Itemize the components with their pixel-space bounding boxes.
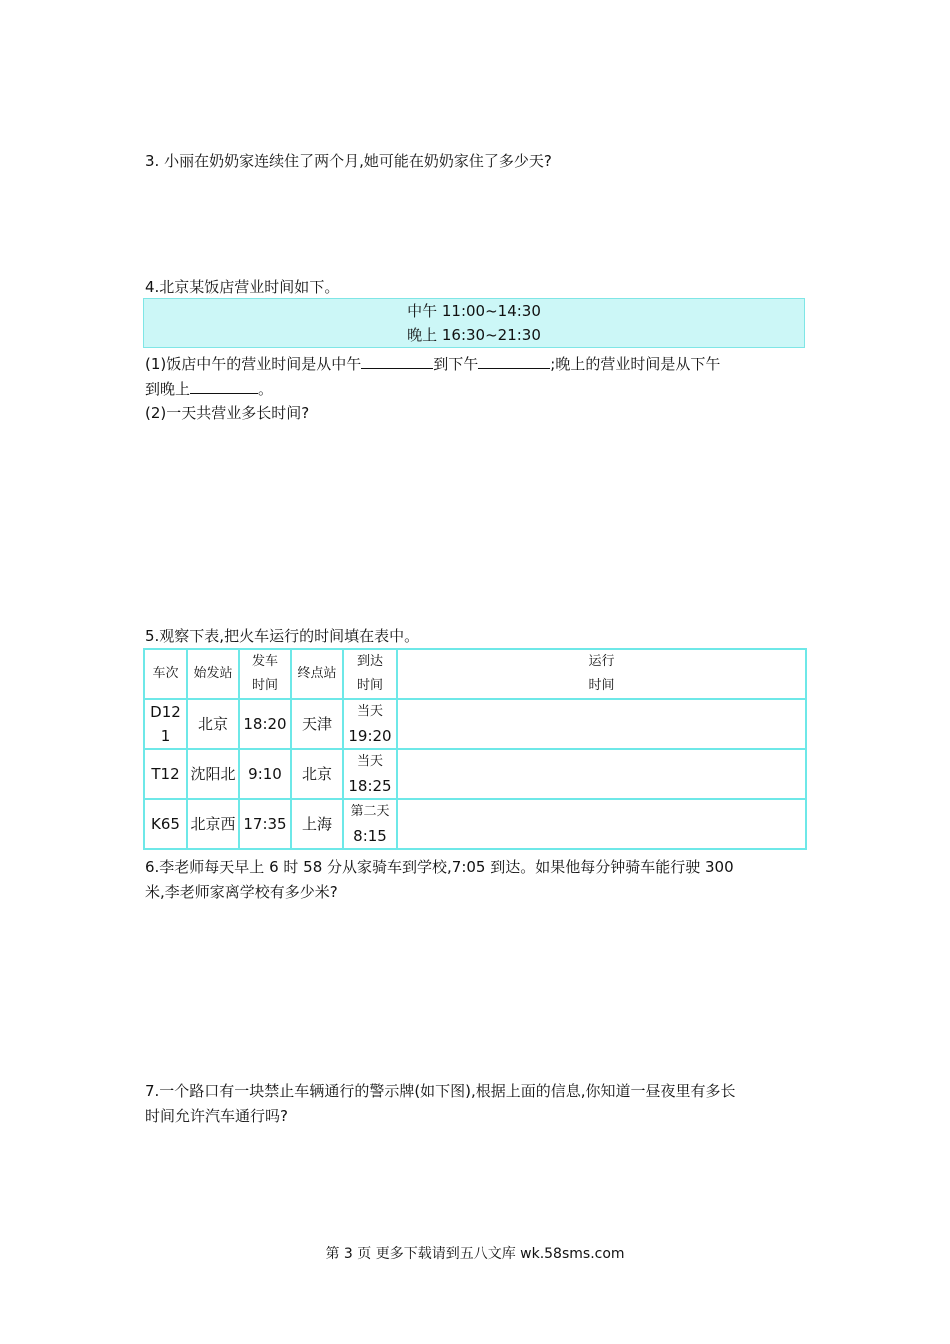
question-4-part2: (2)一天共营业多长时间? xyxy=(145,404,310,422)
run-time-answer[interactable] xyxy=(397,799,806,849)
question-5-title: 5.观察下表,把火车运行的时间填在表中。 xyxy=(145,627,420,645)
destination: 北京 xyxy=(291,749,343,799)
question-4-part1-line1 xyxy=(145,353,720,374)
origin: 北京西 xyxy=(187,799,239,849)
table-row xyxy=(144,749,806,799)
arrive-time: 当天 18:25 xyxy=(343,749,397,799)
table-header-row xyxy=(144,649,806,699)
noon-hours: 中午 11:00~14:30 xyxy=(407,302,541,320)
header-depart-time: 发车 时间 xyxy=(239,649,291,699)
header-origin: 始发站 xyxy=(187,649,239,699)
origin: 沈阳北 xyxy=(187,749,239,799)
answer-blank-noon-end[interactable] xyxy=(478,354,550,369)
train-no: K65 xyxy=(144,799,187,849)
destination: 天津 xyxy=(291,699,343,749)
train-schedule-table xyxy=(143,648,807,850)
question-4-title: 4.北京某饭店营业时间如下。 xyxy=(145,278,340,296)
answer-blank-noon-start[interactable] xyxy=(361,354,433,369)
question-3: 3. 小丽在奶奶家连续住了两个月,她可能在奶奶家住了多少天? xyxy=(145,152,552,170)
question-6-line2: 米,李老师家离学校有多少米? xyxy=(145,883,338,901)
origin: 北京 xyxy=(187,699,239,749)
arrive-time: 第二天 8:15 xyxy=(343,799,397,849)
header-train-no: 车次 xyxy=(144,649,187,699)
destination: 上海 xyxy=(291,799,343,849)
depart-time: 18:20 xyxy=(239,699,291,749)
question-7-line1: 7.一个路口有一块禁止车辆通行的警示牌(如下图),根据上面的信息,你知道一昼夜里有多长 xyxy=(145,1082,736,1100)
part1-text-e: 。 xyxy=(258,380,274,398)
arrive-time: 当天 19:20 xyxy=(343,699,397,749)
run-time-answer[interactable] xyxy=(397,749,806,799)
train-no: T12 xyxy=(144,749,187,799)
header-arrive-time: 到达 时间 xyxy=(343,649,397,699)
header-run-time: 运行 时间 xyxy=(397,649,806,699)
table-row xyxy=(144,799,806,849)
run-time-answer[interactable] xyxy=(397,699,806,749)
header-destination: 终点站 xyxy=(291,649,343,699)
part1-text-c: ;晚上的营业时间是从下午 xyxy=(550,355,721,373)
question-6-line1: 6.李老师每天早上 6 时 58 分从家骑车到学校,7:05 到达。如果他每分钟骑车能行驶 300 xyxy=(145,858,734,876)
part1-text-d: 到晚上 xyxy=(145,380,191,398)
business-hours-box xyxy=(143,298,805,348)
part1-text-b: 到下午 xyxy=(433,355,479,373)
evening-hours: 晚上 16:30~21:30 xyxy=(407,326,541,344)
depart-time: 17:35 xyxy=(239,799,291,849)
page-footer: 第 3 页 更多下载请到五八文库 wk.58sms.com xyxy=(325,1246,625,1262)
train-no: D12 1 xyxy=(144,699,187,749)
part1-text-a: (1)饭店中午的营业时间是从中午 xyxy=(145,355,362,373)
depart-time: 9:10 xyxy=(239,749,291,799)
table-row xyxy=(144,699,806,749)
question-7-line2: 时间允许汽车通行吗? xyxy=(145,1107,288,1125)
question-4-part1-line2 xyxy=(145,378,273,399)
answer-blank-evening-end[interactable] xyxy=(190,379,258,394)
